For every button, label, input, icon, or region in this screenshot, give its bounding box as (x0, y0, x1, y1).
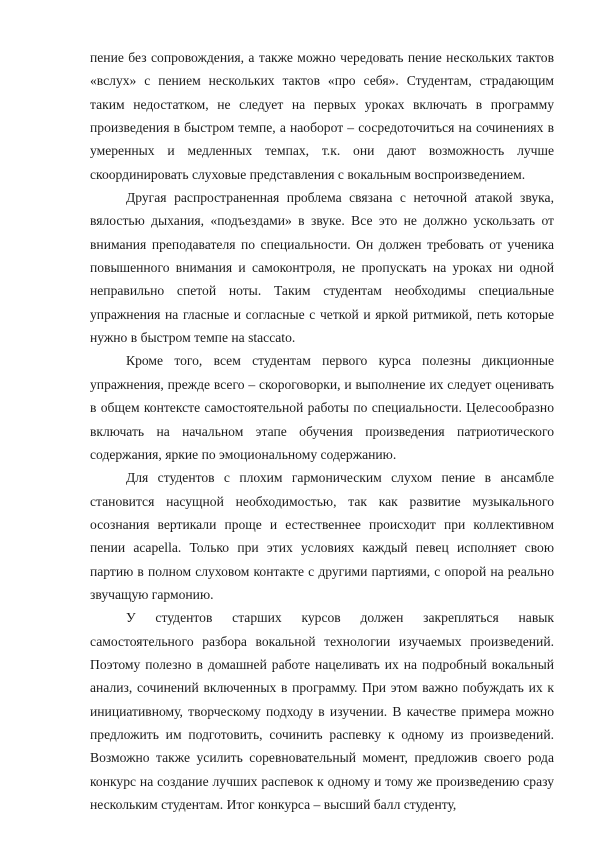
paragraph-continuation: пение без сопровождения, а также можно чередовать пение нескольких тактов «вслух» с пением нескольких тактов «про себя». Студентам, страдающим таким недостатком, не следует на первых уроках включать в программу произведения в быстром темпе, а наоборот – сосредоточиться на сочинениях в умеренных и медленных темпах, т.к. они дают возможность лучше скоординировать слуховые представления с вокальным воспроизведением. (90, 50, 554, 182)
paragraph-harmonic-hearing: Для студентов с плохим гармоническим слухом пение в ансамбле становится насущной необходимостью, так как развитие музыкального осознания вертикали проще и естественнее происходит при коллективном пении acapella. Только при этих условиях каждый певец исполняет свою партию в полном слуховом контакте с другими партиями, с опорой на реально звучащую гармонию. (90, 470, 554, 602)
document-page (90, 46, 554, 816)
paragraph-senior-students: У студентов старших курсов должен закрепляться навык самостоятельного разбора вокальной технологии изучаемых произведений. Поэтому полезно в домашней работе нацеливать их на подробный вокальный анализ, сочинений включенных в программу. При этом важно побуждать их к инициативному, творческому подходу в изучении. В качестве примера можно предложить им подготовить, сочинить распевку к одному из произведений. Возможно также усилить соревновательный момент, предложив своего рода конкурс на создание лучших распевок к одному и тому же произведению сразу нескольким студентам. Итог конкурса – высший балл студенту, (90, 610, 554, 812)
paragraph-attack-breathing: Другая распространенная проблема связана с неточной атакой звука, вялостью дыхания, «подъездами» в звуке. Все это не должно ускользать от внимания преподавателя по специальности. Он должен требовать от ученика повышенного внимания и самоконтроля, не пропускать на уроках ни одной неправильно спетой ноты. Таким студентам необходимы специальные упражнения на гласные и согласные с четкой и яркой ритмикой, петь которые нужно в быстром темпе на staccato. (90, 190, 554, 346)
paragraph-diction-exercises: Кроме того, всем студентам первого курса полезны дикционные упражнения, прежде всего – скороговорки, и выполнение их следует оценивать в общем контексте самостоятельной работы по специальности. Целесообразно включать на начальном этапе обучения произведения патриотического содержания, яркие по эмоциональному содержанию. (90, 353, 554, 462)
